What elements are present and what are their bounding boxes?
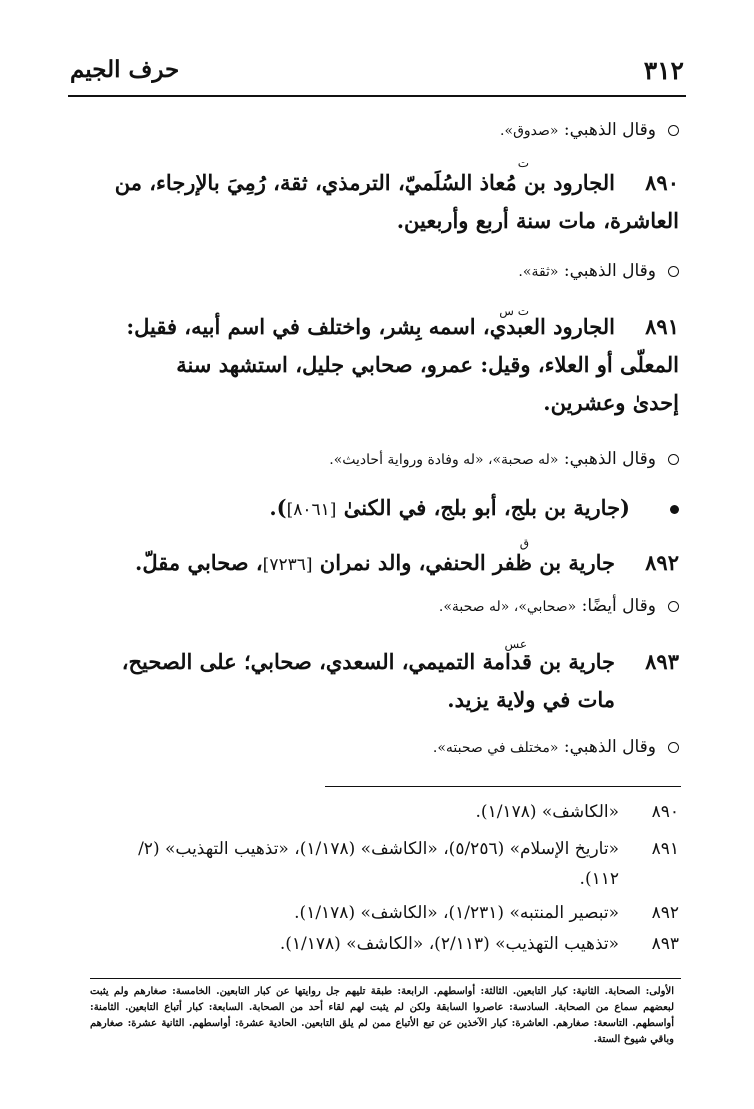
entry-text: المعلّى أو العلاء، وقيل: عمرو، صحابي جليل، استشهد سنة	[176, 352, 679, 377]
circle-bullet-icon	[668, 454, 679, 465]
footnote	[72, 834, 679, 894]
note-label: وقال أيضًا:	[581, 596, 656, 616]
entry-text: الجارود العبدي، اسمه بِشر، واختلف في اسم أبيه، فقيل:	[126, 314, 615, 339]
chapter-title: حرف الجيم	[70, 56, 180, 83]
note-quote: «صحابي»، «له صحبة».	[438, 599, 577, 615]
circle-bullet-icon	[668, 266, 679, 277]
tabaqat-note: الأولى: الصحابة. الثانية: كبار التابعين. الثالثة: أواسطهم. الرابعة: طبقة تليهم جل روايتها عن كبار التابعين. الخامسة: صغارهم ولم يثبت لبعضهم سماع من الصحابة. السادسة: عاصروا السابقة ولكن لم يثبت لهم لقاء أحد من الصحابة. السابعة: كبار أتباع التابعين. الثامنة: أواسطهم. التاسعة: صغارهم. العاشرة: كبار الآخذين عن تبع الأتباع ممن لم يلق التابعين. الحادية عشرة: أواسطهم. الثانية عشرة: صغارهم وباقي شيوخ الستة.	[90, 986, 674, 1045]
entry-text: جارية بن قدامة التميمي، السعدي، صحابي؛ على الصحيح،	[121, 649, 615, 674]
entry-892	[68, 536, 679, 584]
footnote	[72, 797, 679, 827]
footnote-number: ٨٩١	[651, 839, 679, 859]
page-number: ٣١٢	[643, 56, 684, 85]
dhahabi-note	[68, 257, 679, 286]
cross-reference	[68, 489, 679, 529]
header-rule	[68, 95, 686, 97]
entry-number: ٨٩١	[645, 314, 679, 339]
entry-number: ٨٩٣	[645, 649, 679, 674]
entry-text: مات في ولاية يزيد.	[447, 687, 615, 712]
footnote-text: «تبصير المنتبه» (١/٢٣١)، «الكاشف» (١/١٧٨).	[294, 903, 619, 923]
footnote-number: ٨٩٢	[651, 903, 679, 923]
footnote	[72, 929, 679, 959]
note-label: وقال الذهبي:	[563, 261, 656, 281]
footnote-text-cont: ١١٢).	[579, 869, 619, 889]
footnote-separator	[325, 786, 681, 787]
entry-text: العاشرة، مات سنة أربع وأربعين.	[396, 208, 679, 233]
dhahabi-note	[68, 445, 679, 474]
entry-ref-number: [٧٢٣٦]	[262, 555, 313, 575]
footnote	[72, 898, 679, 928]
footnote-number: ٨٩٣	[651, 934, 679, 954]
entry-text: جارية بن ظفر الحنفي، والد نمران	[319, 550, 615, 575]
note-quote: «مختلف في صحبته».	[432, 740, 559, 756]
entry-number: ٨٩٠	[645, 170, 679, 195]
rijal-symbol: عس	[504, 637, 527, 651]
footnote-text: «تذهيب التهذيب» (٢/١١٣)، «الكاشف» (١/١٧٨).	[279, 934, 619, 954]
filled-bullet-icon	[670, 505, 679, 514]
circle-bullet-icon	[668, 601, 679, 612]
note-quote: «ثقة».	[518, 264, 559, 280]
crossref-end: ).	[269, 495, 287, 520]
page-header	[70, 52, 684, 92]
note-quote: «له صحبة»، «له وفادة ورواية أحاديث».	[329, 452, 559, 468]
crossref-number: [٨٠٦١]	[286, 500, 337, 520]
footnote-number: ٨٩٠	[651, 802, 679, 822]
entry-text: إحدىٰ وعشرين.	[543, 390, 679, 415]
note-label: وقال الذهبي:	[563, 449, 656, 469]
entry-text: ، صحابي مقلّ.	[135, 550, 263, 575]
entry-text: الجارود بن مُعاذ السُلَميّ، الترمذي، ثقة، رُمِيَ بالإرجاء، من	[114, 170, 615, 195]
note-label: وقال الذهبي:	[563, 120, 656, 140]
circle-bullet-icon	[668, 742, 679, 753]
footnote-text: «تاريخ الإسلام» (٥/٢٥٦)، «الكاشف» (١/١٧٨)، «تذهيب التهذيب» (٢/	[138, 839, 619, 859]
rijal-symbol: ت س	[499, 304, 529, 318]
entry-891	[68, 304, 679, 422]
note-label: وقال الذهبي:	[563, 737, 656, 757]
dhahabi-note	[68, 733, 679, 762]
entry-893	[68, 637, 679, 719]
footnote-text: «الكاشف» (١/١٧٨).	[475, 802, 619, 822]
entry-890	[68, 156, 679, 240]
entry-number: ٨٩٢	[645, 550, 679, 575]
dhahabi-note	[68, 116, 679, 145]
tabaqat-separator	[90, 978, 681, 979]
crossref-text: (جارية بن بلج، أبو بلج، في الكنىٰ	[343, 495, 630, 520]
dhahabi-note	[68, 592, 679, 621]
note-quote: «صدوق».	[500, 123, 559, 139]
rijal-symbol: ق	[519, 536, 529, 550]
rijal-symbol: ت	[517, 156, 529, 170]
circle-bullet-icon	[668, 125, 679, 136]
